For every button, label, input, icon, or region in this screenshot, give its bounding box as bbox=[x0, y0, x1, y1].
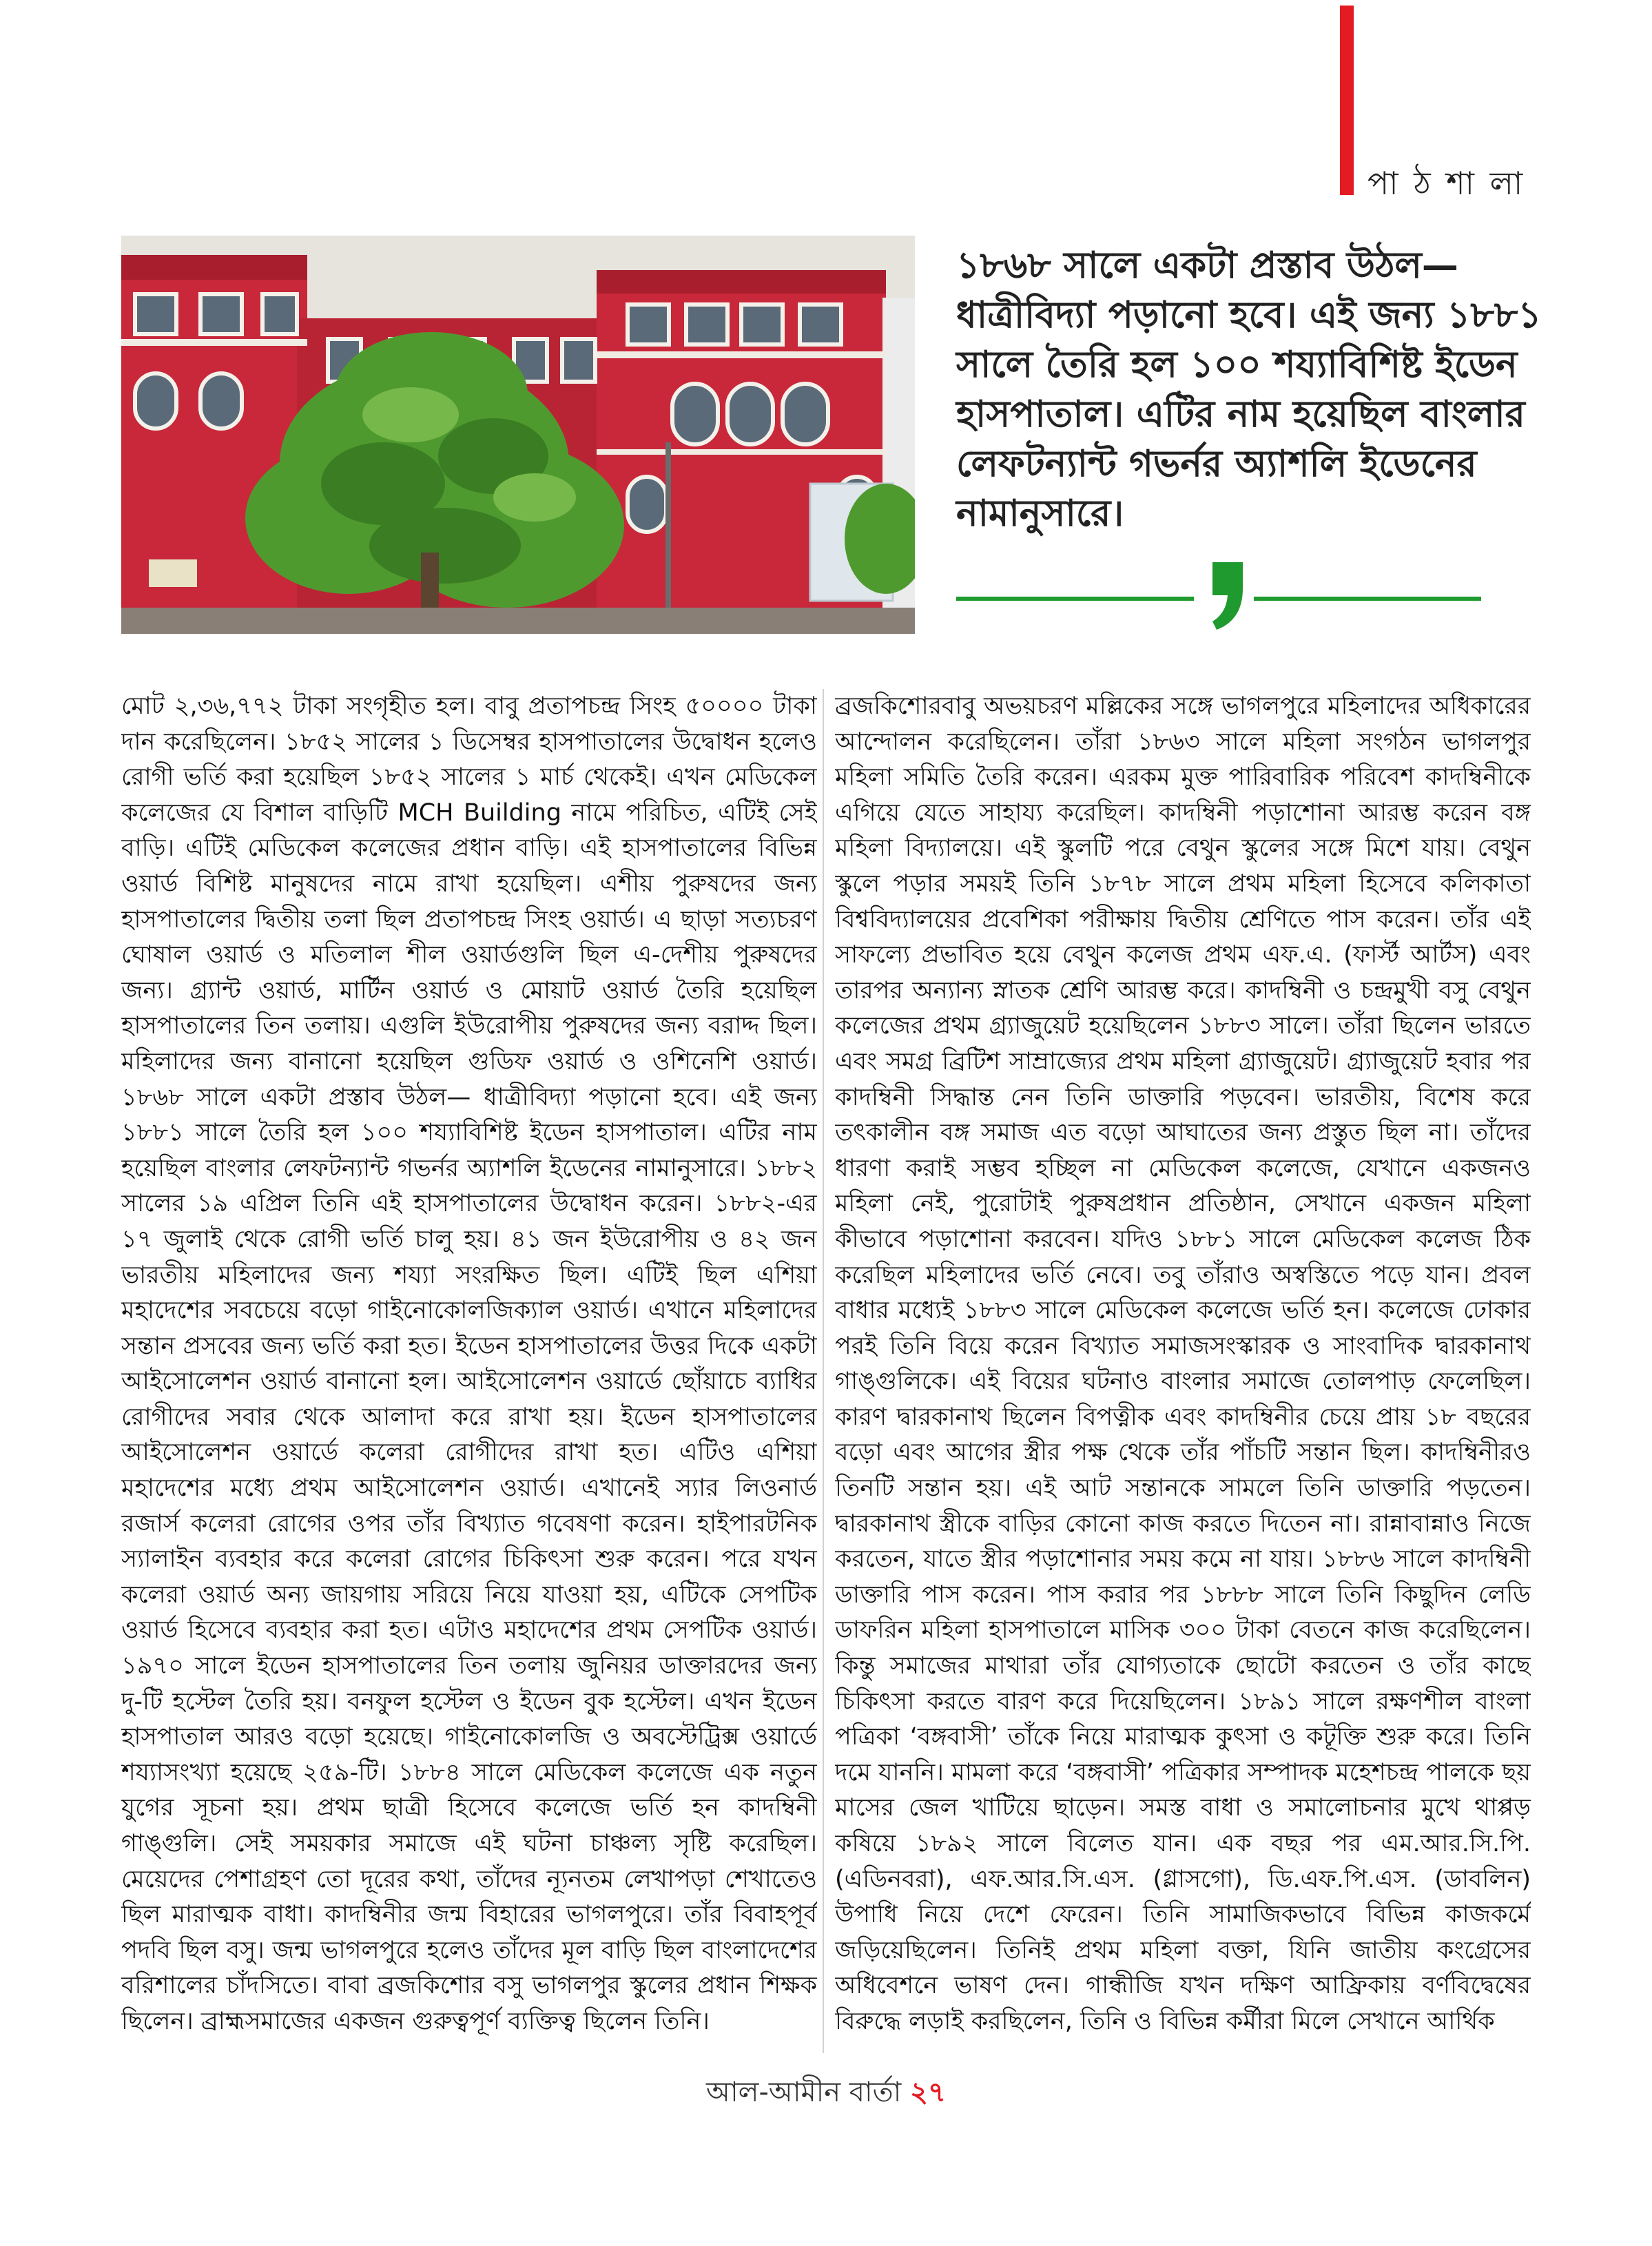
magazine-name: আল-আমীন বার্তা bbox=[705, 2077, 902, 2108]
pull-quote-text: ১৮৬৮ সালে একটা প্রস্তাব উঠল— ধাত্রীবিদ্যা পড়ানো হবে। এই জন্য ১৮৮১ সালে তৈরি হল ১০০ শয্যাবিশিষ্ট ইডেন হাসপাতাল। এটির নাম হয়েছিল বাংলার লেফটন্যান্ট গভর্নর অ্যাশলি ইডেনের নামানুসারে। bbox=[956, 245, 1542, 535]
article-column-left bbox=[121, 689, 817, 2067]
page-footer bbox=[0, 2070, 1652, 2116]
column-divider bbox=[823, 689, 824, 2053]
article-column-right bbox=[835, 689, 1531, 2067]
article-text-right: ব্রজকিশোরবাবু অভয়চরণ মল্লিকের সঙ্গে ভাগলপুরে মহিলাদের অধিকারের আন্দোলন করেছিলেন। তাঁরা ১৮৬৩ সালে মহিলা সংগঠন ভাগলপুর মহিলা সমিতি তৈরি করেন। এরকম মুক্ত পারিবারিক পরিবেশ কাদম্বিনীকে এগিয়ে যেতে সাহায্য করেছিল। কাদম্বিনী পড়াশোনা আরম্ভ করেন বঙ্গ মহিলা বিদ্যালয়ে। এই স্কুলটি পরে বেথুন স্কুলের সঙ্গে মিশে যায়। বেথুন স্কুলে পড়ার সময়ই তিনি ১৮৭৮ সালে প্রথম মহিলা হিসেবে কলিকাতা বিশ্ববিদ্যালয়ের প্রবেশিকা পরীক্ষায় দ্বিতীয় শ্রেণিতে পাস করেন। তাঁর এই সাফল্যে প্রভাবিত হয়ে বেথুন কলেজ প্রথম এফ.এ. (ফার্স্ট আর্টস) এবং তারপর অন্যান্য স্নাতক শ্রেণি আরম্ভ করে। কাদম্বিনী ও চন্দ্রমুখী বসু বেথুন কলেজের প্রথম গ্র্যাজুয়েট হয়েছিলেন ১৮৮৩ সালে। তাঁরা ছিলেন ভারতে এবং সমগ্র ব্রিটিশ সাম্রাজ্যের প্রথম মহিলা গ্র্যাজুয়েট। গ্র্যাজুয়েট হবার পর কাদম্বিনী সিদ্ধান্ত নেন তিনি ডাক্তারি পড়বেন। ভারতীয়, বিশেষ করে তৎকালীন বঙ্গ সমাজ এত বড়ো আঘাতের জন্য প্রস্তুত ছিল না। তাঁদের ধারণা করাই সম্ভব হচ্ছিল না মেডিকেল কলেজে, যেখানে একজনও মহিলা নেই, পুরোটাই পুরুষপ্রধান প্রতিষ্ঠান, সেখানে একজন মহিলা কীভাবে পড়াশোনা করবেন। যদিও ১৮৮১ সালে মেডিকেল কলেজ ঠিক করেছিল মহিলাদের ভর্তি নেবে। তবু তাঁরাও অস্বস্তিতে পড়ে যান। প্রবল বাধার মধ্যেই ১৮৮৩ সালে মেডিকেল কলেজে ভর্তি হন। কলেজে ঢোকার পরই তিনি বিয়ে করেন বিখ্যাত সমাজসংস্কারক ও সাংবাদিক দ্বারকানাথ গাঙ্গুলিকে। এই বিয়ের ঘটনাও বাংলার সমাজে তোলপাড় ফেলেছিল। কারণ দ্বারকানাথ ছিলেন বিপত্নীক এবং কাদম্বিনীর চেয়ে প্রায় ১৮ বছরের বড়ো এবং আগের স্ত্রীর পক্ষ থেকে তাঁর পাঁচটি সন্তান ছিল। কাদম্বিনীরও তিনটি সন্তান হয়। এই আট সন্তানকে সামলে তিনি ডাক্তারি পড়তেন। দ্বারকানাথ স্ত্রীকে বাড়ির কোনো কাজ করতে দিতেন না। রান্নাবান্নাও নিজে করতেন, যাতে স্ত্রীর পড়াশোনার সময় কমে না যায়। ১৮৮৬ সালে কাদম্বিনী ডাক্তারি পাস করেন। পাস করার পর ১৮৮৮ সালে তিনি কিছুদিন লেডি ডাফরিন মহিলা হাসপাতালে মাসিক ৩০০ টাকা বেতনে কাজ করেছিলেন। কিন্তু সমাজের মাথারা তাঁর যোগ্যতাকে ছোটো করতেন ও তাঁর কাছে চিকিৎসা করতে বারণ করে দিয়েছিলেন। ১৮৯১ সালে রক্ষণশীল বাংলা পত্রিকা ‘বঙ্গবাসী’ তাঁকে নিয়ে মারাত্মক কুৎসা ও কটূক্তি শুরু করে। তিনি দমে যাননি। মামলা করে ‘বঙ্গবাসী’ পত্রিকার সম্পাদক মহেশচন্দ্র পালকে ছয় মাসের জেল খাটিয়ে ছাড়েন। সমস্ত বাধা ও সমালোচনার মুখে থাপ্পড় কষিয়ে ১৮৯২ সালে বিলেত যান। এক বছর পর এম.আর.সি.পি. (এডিনবরা), এফ.আর.সি.এস. (গ্লাসগো), ডি.এফ.পি.এস. (ডাবলিন) উপাধি নিয়ে দেশে ফেরেন। তিনি সামাজিকভাবে বিভিন্ন কাজকর্মে জড়িয়েছিলেন। তিনিই প্রথম মহিলা বক্তা, যিনি জাতীয় কংগ্রেসের অধিবেশনে ভাষণ দেন। গান্ধীজি যখন দক্ষিণ আফ্রিকায় বর্ণবিদ্বেষের বিরুদ্ধে লড়াই করছিলেন, তিনি ও বিভিন্ন কর্মীরা মিলে সেখানে আর্থিক bbox=[835, 692, 1531, 2035]
pull-quote bbox=[956, 241, 1597, 539]
quote-mark-icon bbox=[1199, 557, 1248, 632]
section-label: পা ঠ শা লা bbox=[1367, 165, 1526, 202]
quote-rule-right bbox=[1254, 597, 1481, 601]
page-number: ২৭ bbox=[909, 2077, 946, 2108]
quote-rule-left bbox=[956, 597, 1194, 601]
hospital-building-photo bbox=[121, 236, 915, 634]
section-accent-bar bbox=[1340, 6, 1354, 195]
article-text-left: মোট ২,৩৬,৭৭২ টাকা সংগৃহীত হল। বাবু প্রতাপচন্দ্র সিংহ ৫০০০০ টাকা দান করেছিলেন। ১৮৫২ সালের ১ ডিসেম্বর হাসপাতালের উদ্বোধন হলেও রোগী ভর্তি করা হয়েছিল ১৮৫২ সালের ১ মার্চ থেকেই। এখন মেডিকেল কলেজের যে বিশাল বাড়িটি MCH Building নামে পরিচিত, এটিই সেই বাড়ি। এটিই মেডিকেল কলেজের প্রধান বাড়ি। এই হাসপাতালের বিভিন্ন ওয়ার্ড বিশিষ্ট মানুষদের নামে রাখা হয়েছিল। এশীয় পুরুষদের জন্য হাসপাতালের দ্বিতীয় তলা ছিল প্রতাপচন্দ্র সিংহ ওয়ার্ড। এ ছাড়া সত্যচরণ ঘোষাল ওয়ার্ড ও মতিলাল শীল ওয়ার্ডগুলি ছিল এ-দেশীয় পুরুষদের জন্য। গ্র্যান্ট ওয়ার্ড, মার্টিন ওয়ার্ড ও মোয়াট ওয়ার্ড তৈরি হয়েছিল হাসপাতালের তিন তলায়। এগুলি ইউরোপীয় পুরুষদের জন্য বরাদ্দ ছিল। মহিলাদের জন্য বানানো হয়েছিল গুডিফ ওয়ার্ড ও ওশিনেশি ওয়ার্ড। ১৮৬৮ সালে একটা প্রস্তাব উঠল— ধাত্রীবিদ্যা পড়ানো হবে। এই জন্য ১৮৮১ সালে তৈরি হল ১০০ শয্যাবিশিষ্ট ইডেন হাসপাতাল। এটির নাম হয়েছিল বাংলার লেফটন্যান্ট গভর্নর অ্যাশলি ইডেনের নামানুসারে। ১৮৮২ সালের ১৯ এপ্রিল তিনি এই হাসপাতালের উদ্বোধন করেন। ১৮৮২-এর ১৭ জুলাই থেকে রোগী ভর্তি চালু হয়। ৪১ জন ইউরোপীয় ও ৪২ জন ভারতীয় মহিলাদের জন্য শয্যা সংরক্ষিত ছিল। এটিই ছিল এশিয়া মহাদেশের সবচেয়ে বড়ো গাইনোকোলজিক্যাল ওয়ার্ড। এখানে মহিলাদের সন্তান প্রসবের জন্য ভর্তি করা হত। ইডেন হাসপাতালের উত্তর দিকে একটা আইসোলেশন ওয়ার্ড বানানো হল। আইসোলেশন ওয়ার্ডে ছোঁয়াচে ব্যাধির রোগীদের সবার থেকে আলাদা করে রাখা হয়। ইডেন হাসপাতালের আইসোলেশন ওয়ার্ডে কলেরা রোগীদের রাখা হত। এটিও এশিয়া মহাদেশের মধ্যে প্রথম আইসোলেশন ওয়ার্ড। এখানেই স্যার লিওনার্ড রজার্স কলেরা রোগের ওপর তাঁর বিখ্যাত গবেষণা করেন। হাইপারটনিক স্যালাইন ব্যবহার করে কলেরা রোগের চিকিৎসা শুরু করেন। পরে যখন কলেরা ওয়ার্ড অন্য জায়গায় সরিয়ে নিয়ে যাওয়া হয়, এটিকে সেপটিক ওয়ার্ড হিসেবে ব্যবহার করা হত। এটাও মহাদেশের প্রথম সেপটিক ওয়ার্ড। ১৯৭০ সালে ইডেন হাসপাতালের তিন তলায় জুনিয়র ডাক্তারদের জন্য দু-টি হস্টেল তৈরি হয়। বনফুল হস্টেল ও ইডেন বুক হস্টেল। এখন ইডেন হাসপাতাল আরও বড়ো হয়েছে। গাইনোকোলজি ও অবস্টেট্রিক্স ওয়ার্ডে শয্যাসংখ্যা হয়েছে ২৫৯-টি। ১৮৮৪ সালে মেডিকেল কলেজে এক নতুন যুগের সূচনা হয়। প্রথম ছাত্রী হিসেবে কলেজে ভর্তি হন কাদম্বিনী গাঙ্গুলি। সেই সময়কার সমাজে এই ঘটনা চাঞ্চল্য সৃষ্টি করেছিল। মেয়েদের পেশাগ্রহণ তো দূরের কথা, তাঁদের ন্যূনতম লেখাপড়া শেখাতেও ছিল মারাত্মক বাধা। কাদম্বিনীর জন্ম বিহারের ভাগলপুরে। তাঁর বিবাহপূর্ব পদবি ছিল বসু। জন্ম ভাগলপুরে হলেও তাঁদের মূল বাড়ি ছিল বাংলাদেশের বরিশালের চাঁদসিতে। বাবা ব্রজকিশোর বসু ভাগলপুর স্কুলের প্রধান শিক্ষক ছিলেন। ব্রাহ্মসমাজের একজন গুরুত্বপূর্ণ ব্যক্তিত্ব ছিলেন তিনি। bbox=[121, 692, 817, 2035]
